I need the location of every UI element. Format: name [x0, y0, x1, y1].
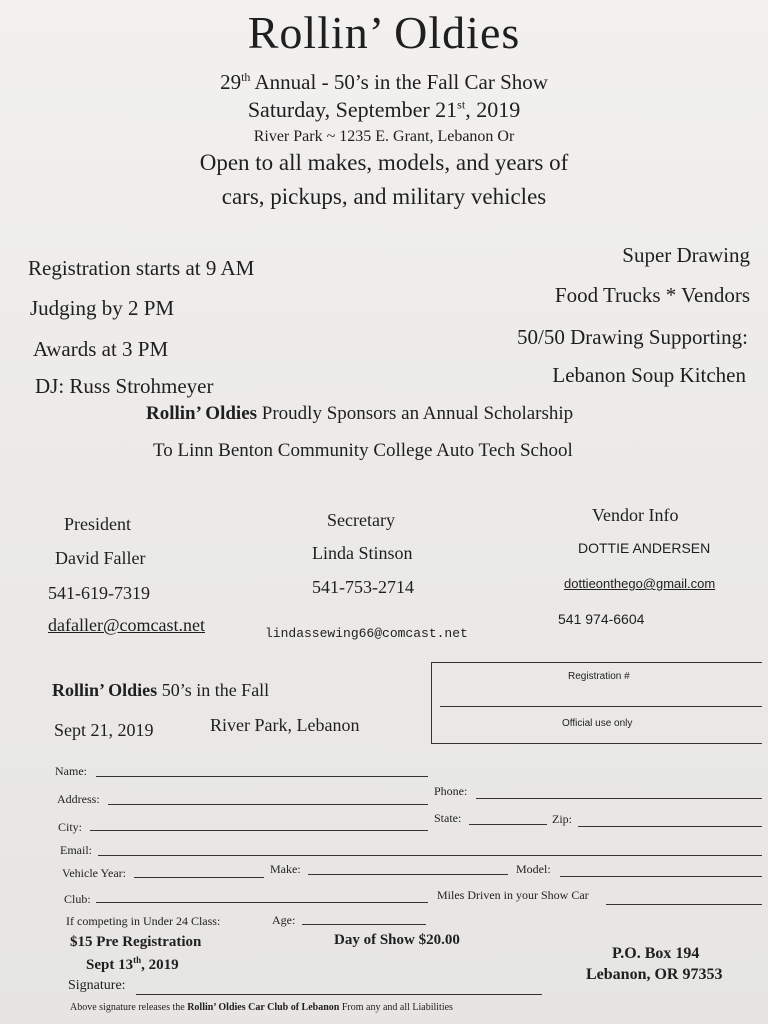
- age-label: Age:: [272, 913, 296, 927]
- city-field[interactable]: [90, 830, 428, 831]
- pre-registration-date: Sept 13th, 2019: [86, 955, 179, 973]
- under24-label: If competing in Under 24 Class:: [66, 914, 221, 928]
- president-name: David Faller: [55, 548, 146, 568]
- zip-field[interactable]: [578, 826, 762, 827]
- form-heading: Rollin’ Oldies 50’s in the Fall: [52, 680, 270, 700]
- make-label: Make:: [270, 862, 301, 876]
- form-date: Sept 21, 2019: [54, 720, 154, 740]
- zip-label: Zip:: [552, 812, 572, 826]
- event-date: Saturday, September 21st, 2019: [247, 97, 521, 122]
- release-text: Above signature releases the Rollin’ Oldies Car Club of Lebanon From any and all Liabilities: [70, 1002, 453, 1013]
- scholarship-line-1: Rollin’ Oldies Proudly Sponsors an Annual Scholarship: [146, 403, 574, 424]
- official-use-label: Official use only: [562, 718, 633, 729]
- vehicle-year-label: Vehicle Year:: [62, 866, 126, 880]
- club-label: Club:: [64, 892, 91, 906]
- name-label: Name:: [55, 764, 87, 778]
- phone-label: Phone:: [434, 784, 468, 798]
- secretary-phone: 541-753-2714: [312, 577, 414, 597]
- schedule-registration: Registration starts at 9 AM: [28, 256, 255, 280]
- open-line-2: cars, pickups, and military vehicles: [221, 184, 547, 209]
- registration-number-label: Registration #: [568, 671, 630, 682]
- age-field[interactable]: [302, 924, 426, 925]
- address-field[interactable]: [108, 804, 428, 805]
- day-of-show-price: Day of Show $20.00: [334, 932, 460, 948]
- feature-super-drawing: Super Drawing: [622, 243, 750, 267]
- secretary-name: Linda Stinson: [312, 543, 413, 563]
- secretary-role: Secretary: [327, 510, 395, 530]
- feature-5050-drawing: 50/50 Drawing Supporting:: [517, 325, 748, 349]
- president-email[interactable]: dafaller@comcast.net: [48, 615, 205, 635]
- name-field[interactable]: [96, 776, 428, 777]
- state-field[interactable]: [469, 824, 547, 825]
- feature-food-trucks: Food Trucks * Vendors: [554, 283, 750, 307]
- form-place: River Park, Lebanon: [210, 715, 360, 735]
- phone-field[interactable]: [476, 798, 762, 799]
- signature-label: Signature:: [68, 978, 126, 993]
- signature-field[interactable]: [136, 994, 542, 995]
- secretary-email[interactable]: lindassewing66@comcast.net: [265, 626, 468, 641]
- vendor-name: DOTTIE ANDERSEN: [578, 540, 711, 556]
- registration-number-line[interactable]: [440, 706, 762, 707]
- miles-field[interactable]: [606, 904, 762, 905]
- feature-soup-kitchen: Lebanon Soup Kitchen: [552, 363, 746, 387]
- event-location: River Park ~ 1235 E. Grant, Lebanon Or: [253, 128, 515, 145]
- vehicle-year-field[interactable]: [134, 877, 264, 878]
- scholarship-line-2: To Linn Benton Community College Auto Tech School: [153, 440, 573, 461]
- schedule-judging: Judging by 2 PM: [30, 296, 175, 320]
- schedule-awards: Awards at 3 PM: [33, 337, 169, 361]
- vendor-phone: 541 974-6604: [558, 611, 645, 627]
- page-title: Rollin’ Oldies: [247, 7, 521, 58]
- miles-label: Miles Driven in your Show Car: [437, 888, 589, 902]
- make-field[interactable]: [308, 874, 508, 875]
- club-field[interactable]: [96, 902, 428, 903]
- event-name: 29th Annual - 50’s in the Fall Car Show: [220, 70, 548, 94]
- vendor-email[interactable]: dottieonthego@gmail.com: [564, 576, 716, 591]
- city-label: City:: [58, 820, 83, 834]
- state-label: State:: [434, 811, 462, 825]
- email-label: Email:: [60, 843, 92, 857]
- open-line-1: Open to all makes, models, and years of: [199, 150, 569, 175]
- pre-registration: $15 Pre Registration: [70, 934, 202, 950]
- schedule-dj: DJ: Russ Strohmeyer: [35, 374, 214, 398]
- address-label: Address:: [57, 792, 100, 806]
- mailing-city-state: Lebanon, OR 97353: [586, 966, 723, 983]
- model-field[interactable]: [560, 876, 762, 877]
- model-label: Model:: [516, 862, 551, 876]
- email-field[interactable]: [98, 855, 762, 856]
- po-box: P.O. Box 194: [612, 945, 700, 962]
- president-phone: 541-619-7319: [48, 583, 150, 603]
- president-role: President: [64, 514, 131, 534]
- vendor-role: Vendor Info: [592, 505, 679, 525]
